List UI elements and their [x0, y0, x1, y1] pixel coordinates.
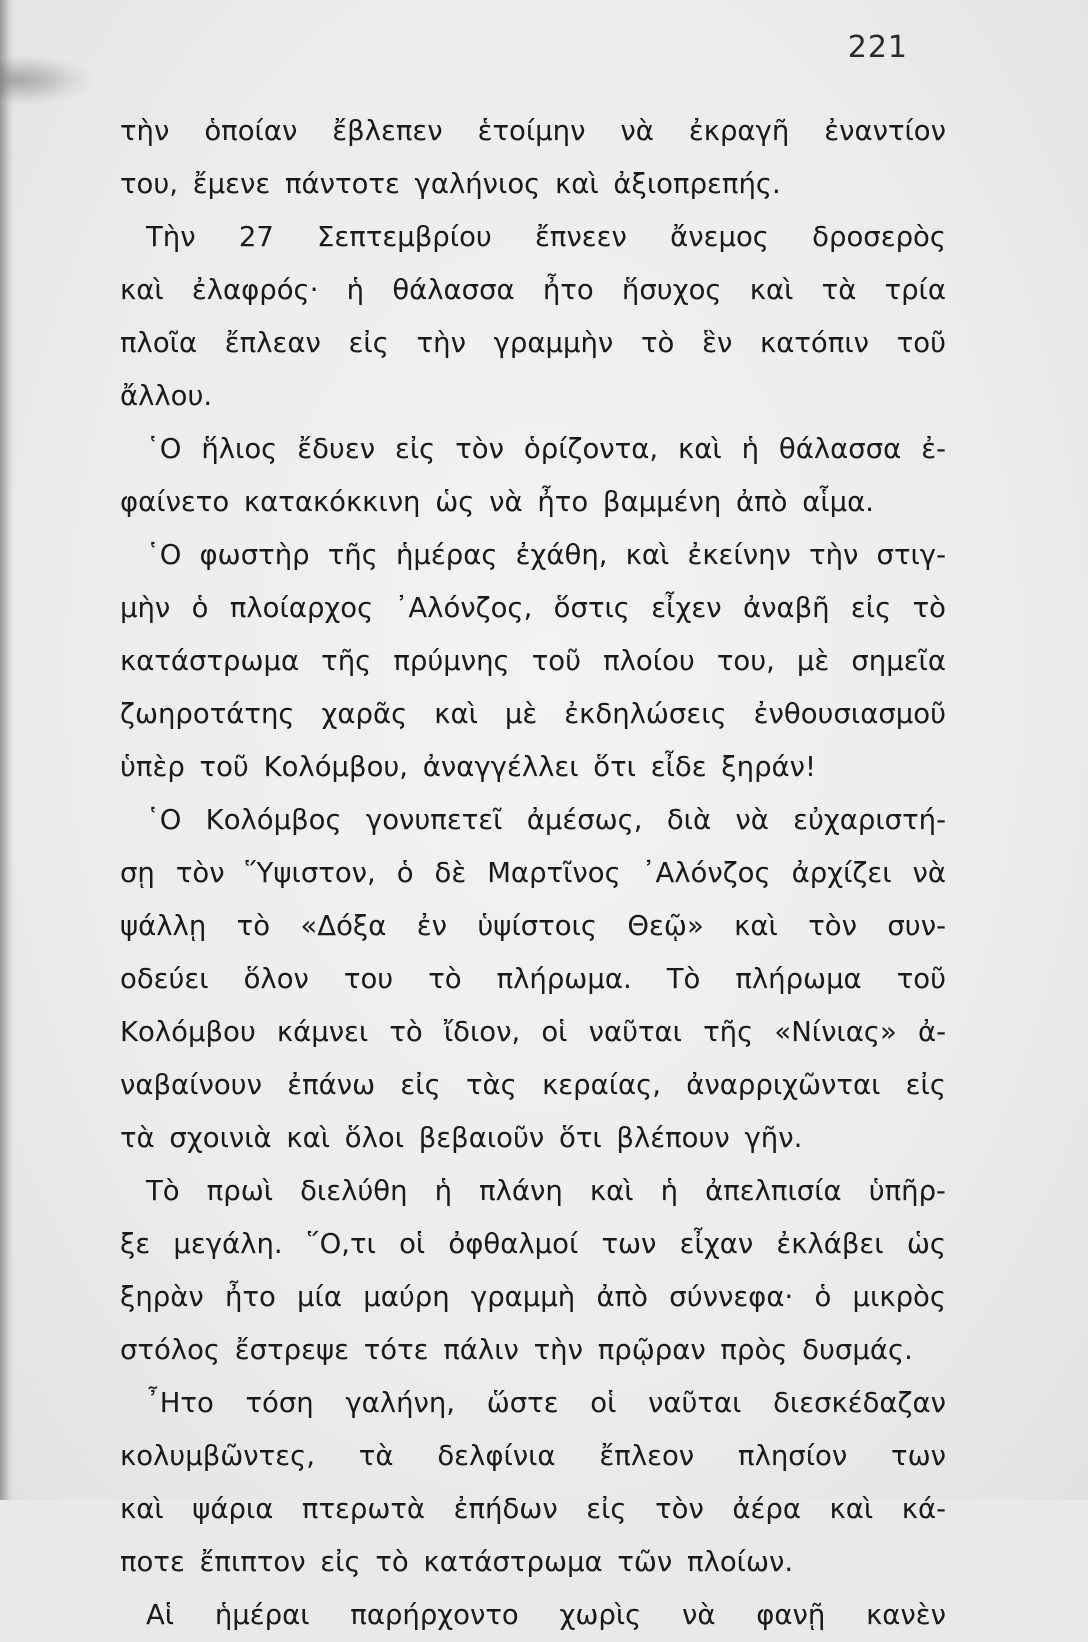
text-line: τὴν ὁποίαν ἔβλεπεν ἑτοίμην νὰ ἐκραγῆ ἐναντίον — [120, 115, 946, 147]
text-line: ῾Ο Κολόμβος γονυπετεῖ ἀμέσως, διὰ νὰ εὐχαριστή- — [146, 804, 946, 836]
text-line: ζωηροτάτης χαρᾶς καὶ μὲ ἐκδηλώσεις ἐνθουσιασμοῦ — [120, 698, 946, 730]
text-line: ὑπὲρ τοῦ Κολόμβου, ἀναγγέλλει ὅτι εἶδε ξηράν! — [120, 751, 817, 783]
text-line: στόλος ἔστρεψε τότε πάλιν τὴν πρῷραν πρὸς δυσμάς. — [120, 1334, 913, 1366]
text-line: τὰ σχοινιὰ καὶ ὅλοι βεβαιοῦν ὅτι βλέπουν γῆν. — [120, 1122, 803, 1154]
text-line: καὶ ἐλαφρός· ἡ θάλασσα ἦτο ἥσυχος καὶ τὰ τρία — [120, 274, 946, 306]
text-line: σῃ τὸν Ὕψιστον, ὁ δὲ Μαρτῖνος ᾿Αλόνζος ἀρχίζει νὰ — [120, 857, 946, 889]
text-line: ποτε ἔπιπτον εἰς τὸ κατάστρωμα τῶν πλοίων. — [120, 1546, 794, 1578]
text-line: φαίνετο κατακόκκινη ὡς νὰ ἦτο βαμμένη ἀπὸ αἷμα. — [120, 486, 875, 518]
text-line: οδεύει ὅλον του τὸ πλήρωμα. Τὸ πλήρωμα τοῦ — [120, 963, 946, 995]
text-line: Κολόμβου κάμνει τὸ ἴδιον, οἱ ναῦται τῆς «Νίνιας» ἀ- — [120, 1016, 946, 1048]
page-gutter-shadow — [0, 0, 14, 1500]
text-line: ξηρὰν ἦτο μία μαύρη γραμμὴ ἀπὸ σύννεφα· ὁ μικρὸς — [120, 1281, 946, 1313]
text-line: ἄλλου. — [120, 380, 213, 412]
text-line: ψάλλῃ τὸ «Δόξα ἐν ὑψίστοις Θεῷ» καὶ τὸν συν- — [120, 910, 946, 942]
text-line: Τὸ πρωὶ διελύθη ἡ πλάνη καὶ ἡ ἀπελπισία ὑπῆρ- — [146, 1175, 946, 1207]
text-line: καὶ ψάρια πτερωτὰ ἐπήδων εἰς τὸν ἀέρα καὶ κά- — [120, 1493, 946, 1525]
text-line: ῏Ητο τόση γαλήνη, ὥστε οἱ ναῦται διεσκέδαζαν — [146, 1387, 946, 1419]
page-number: 221 — [847, 30, 908, 65]
text-line: ῾Ο ἥλιος ἔδυεν εἰς τὸν ὁρίζοντα, καὶ ἡ θάλασσα ἐ- — [146, 433, 946, 465]
text-line: του, ἔμενε πάντοτε γαλήνιος καὶ ἀξιοπρεπής. — [120, 168, 781, 200]
text-line: κατάστρωμα τῆς πρύμνης τοῦ πλοίου του, μὲ σημεῖα — [120, 645, 946, 677]
text-line: ναβαίνουν ἐπάνω εἰς τὰς κεραίας, ἀναρριχῶνται εἰς — [120, 1069, 946, 1101]
text-line: Τὴν 27 Σεπτεμβρίου ἔπνεεν ἄνεμος δροσερὸς — [146, 221, 946, 253]
text-line: μὴν ὁ πλοίαρχος ᾿Αλόνζος, ὅστις εἶχεν ἀναβῆ εἰς τὸ — [120, 592, 946, 624]
text-line: ξε μεγάλη. ῞Ο,τι οἱ ὀφθαλμοί των εἶχαν ἐκλάβει ὡς — [120, 1228, 946, 1260]
text-line: κολυμβῶντες, τὰ δελφίνια ἔπλεον πλησίον των — [120, 1440, 946, 1472]
text-line: πλοῖα ἔπλεαν εἰς τὴν γραμμὴν τὸ ἓν κατόπιν τοῦ — [120, 327, 946, 359]
text-line: ῾Ο φωστὴρ τῆς ἡμέρας ἐχάθη, καὶ ἐκείνην τὴν στιγ- — [146, 539, 946, 571]
text-line: Αἱ ἡμέραι παρήρχοντο χωρὶς νὰ φανῇ κανὲν — [146, 1599, 946, 1631]
body-text — [120, 105, 946, 1642]
ink-smudge — [0, 55, 90, 105]
